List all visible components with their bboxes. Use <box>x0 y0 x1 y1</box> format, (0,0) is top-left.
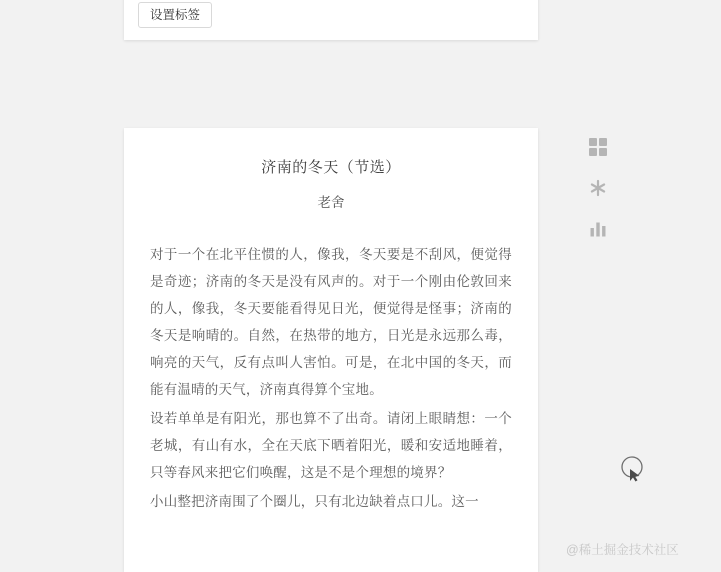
article-author: 老舍 <box>317 195 345 210</box>
decoration-tool[interactable] <box>587 177 609 199</box>
article-card <box>124 128 538 572</box>
set-tag-button[interactable]: 设置标签 <box>138 2 212 28</box>
asterisk-icon <box>588 178 608 198</box>
article-paragraph: 对于一个在北平住惯的人，像我，冬天要是不刮风，便觉得是奇迹；济南的冬天是没有风声的。对于一个刚由伦敦回来的人，像我，冬天要能看得见日光，便觉得是怪事；济南的冬天是响晴的。自然，在热带的地方，日光是永远那么毒，响亮的天气，反有点叫人害怕。可是，在北中国的冬天，而能有温晴的天气，济南真得算个宝地。 <box>150 247 512 397</box>
article-paragraph: 小山整把济南围了个圈儿，只有北边缺着点口儿。这一 <box>150 494 479 509</box>
bar-chart-icon <box>588 219 608 239</box>
watermark-text: @稀土掘金技术社区 <box>566 543 679 557</box>
side-toolbar <box>580 136 616 240</box>
article-body <box>150 241 512 515</box>
grid-icon <box>589 138 607 156</box>
article-paragraph: 设若单单是有阳光，那也算不了出奇。请闭上眼睛想：一个老城，有山有水，全在天底下晒着阳光，暖和安适地睡着，只等春风来把它们唤醒，这是不是个理想的境界？ <box>150 411 512 480</box>
article-title: 济南的冬天（节选） <box>261 159 401 176</box>
top-panel <box>124 0 538 40</box>
mouse-cursor <box>620 455 646 483</box>
chart-tool[interactable] <box>587 218 609 240</box>
grid-view-tool[interactable] <box>587 136 609 158</box>
